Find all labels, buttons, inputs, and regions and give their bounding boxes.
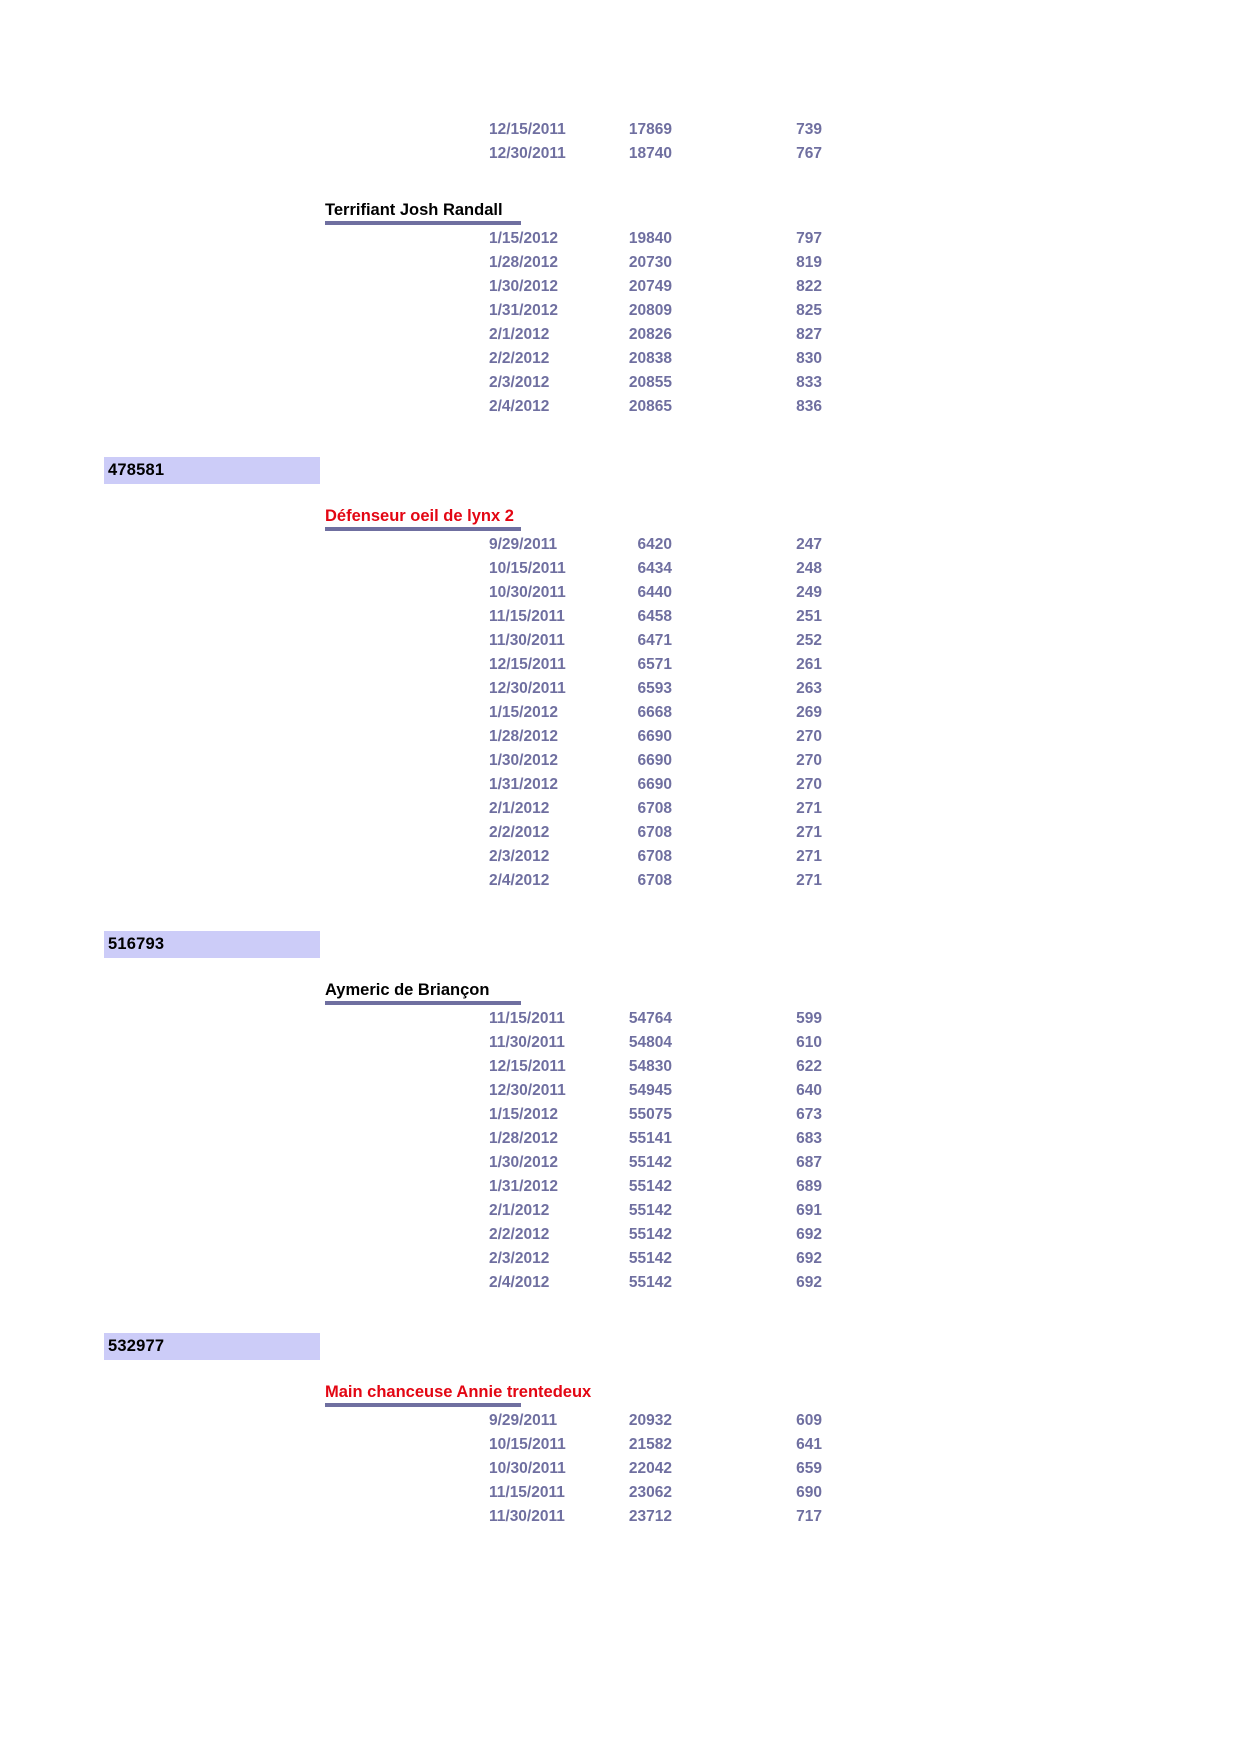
cell-quantity: 6708: [637, 824, 672, 841]
cell-date: 2/4/2012: [489, 1274, 550, 1291]
group-id-banner: [104, 1333, 320, 1360]
table-row: [0, 1127, 1241, 1151]
cell-quantity: 55142: [628, 1178, 672, 1195]
table-row: [0, 118, 1241, 142]
cell-date: 2/1/2012: [489, 800, 550, 817]
entity-heading: [325, 506, 521, 533]
cell-quantity: 6708: [637, 800, 672, 817]
cell-quantity: 6690: [637, 776, 672, 793]
cell-date: 9/29/2011: [489, 1412, 558, 1429]
cell-amount: 830: [796, 350, 822, 367]
cell-date: 11/15/2011: [489, 1484, 565, 1501]
cell-quantity: 20809: [628, 302, 672, 319]
cell-quantity: 55142: [628, 1226, 672, 1243]
entity-rows: [0, 1409, 1241, 1529]
table-row: [0, 725, 1241, 749]
entity-name: Terrifiant Josh Randall: [325, 201, 503, 219]
cell-amount: 690: [796, 1484, 822, 1501]
cell-amount: 640: [796, 1082, 822, 1099]
cell-amount: 247: [796, 536, 822, 553]
entity-underline-rule: [325, 1403, 521, 1407]
cell-date: 1/28/2012: [489, 254, 558, 271]
cell-date: 1/31/2012: [489, 1178, 558, 1195]
table-row: [0, 1505, 1241, 1529]
cell-amount: 836: [796, 398, 822, 415]
cell-amount: 249: [796, 584, 822, 601]
cell-quantity: 20865: [628, 398, 672, 415]
cell-amount: 739: [796, 121, 822, 138]
cell-amount: 252: [796, 632, 822, 649]
cell-date: 11/30/2011: [489, 1034, 565, 1051]
cell-date: 12/30/2011: [489, 1082, 566, 1099]
table-row: [0, 142, 1241, 166]
cell-amount: 261: [796, 656, 822, 673]
table-row: [0, 275, 1241, 299]
cell-date: 9/29/2011: [489, 536, 558, 553]
cell-date: 10/30/2011: [489, 1460, 566, 1477]
table-row: [0, 869, 1241, 893]
entity-underline-rule: [325, 527, 521, 531]
cell-quantity: 22042: [628, 1460, 672, 1477]
cell-date: 12/30/2011: [489, 680, 566, 697]
cell-amount: 827: [796, 326, 822, 343]
entity-block: [0, 980, 1241, 1295]
cell-amount: 271: [796, 872, 822, 889]
entity-name: Défenseur oeil de lynx 2: [325, 507, 514, 525]
cell-amount: 825: [796, 302, 822, 319]
table-row: [0, 533, 1241, 557]
cell-amount: 687: [796, 1154, 822, 1171]
cell-date: 11/15/2011: [489, 608, 565, 625]
cell-date: 1/28/2012: [489, 1130, 558, 1147]
cell-date: 10/30/2011: [489, 584, 566, 601]
entity-heading: [325, 980, 521, 1007]
entity-rows: [0, 533, 1241, 893]
cell-amount: 248: [796, 560, 822, 577]
cell-date: 1/15/2012: [489, 1106, 558, 1123]
cell-quantity: 55142: [628, 1274, 672, 1291]
entity-block: [0, 200, 1241, 419]
cell-date: 1/31/2012: [489, 302, 558, 319]
cell-date: 12/30/2011: [489, 145, 566, 162]
table-row: [0, 1079, 1241, 1103]
entity-heading: [325, 200, 521, 227]
entity-underline-rule: [325, 1001, 521, 1005]
group-block: [0, 1333, 1241, 1529]
group-id-label: 532977: [108, 1337, 165, 1356]
report-body: [0, 118, 1241, 1529]
table-row: [0, 1409, 1241, 1433]
cell-amount: 269: [796, 704, 822, 721]
cell-quantity: 55141: [628, 1130, 672, 1147]
cell-quantity: 20838: [628, 350, 672, 367]
cell-date: 1/30/2012: [489, 1154, 558, 1171]
cell-date: 12/15/2011: [489, 121, 566, 138]
cell-amount: 610: [796, 1034, 822, 1051]
cell-quantity: 54764: [628, 1010, 672, 1027]
cell-amount: 599: [796, 1010, 822, 1027]
cell-date: 10/15/2011: [489, 1436, 566, 1453]
cell-quantity: 54830: [628, 1058, 672, 1075]
cell-amount: 767: [796, 145, 822, 162]
cell-quantity: 54945: [628, 1082, 672, 1099]
cell-date: 12/15/2011: [489, 1058, 566, 1075]
entity-underline-rule: [325, 221, 521, 225]
cell-quantity: 55075: [628, 1106, 672, 1123]
table-row: [0, 323, 1241, 347]
table-row: [0, 677, 1241, 701]
table-row: [0, 1031, 1241, 1055]
table-row: [0, 557, 1241, 581]
table-row: [0, 1271, 1241, 1295]
cell-quantity: 6690: [637, 728, 672, 745]
cell-amount: 692: [796, 1226, 822, 1243]
spacer: [0, 1360, 1241, 1382]
table-row: [0, 797, 1241, 821]
table-row: [0, 347, 1241, 371]
table-row: [0, 1007, 1241, 1031]
cell-quantity: 55142: [628, 1250, 672, 1267]
cell-date: 1/31/2012: [489, 776, 558, 793]
entity-heading: [325, 1382, 591, 1409]
cell-date: 2/2/2012: [489, 350, 550, 367]
table-row: [0, 605, 1241, 629]
cell-amount: 659: [796, 1460, 822, 1477]
cell-date: 2/1/2012: [489, 326, 550, 343]
cell-quantity: 20855: [628, 374, 672, 391]
cell-quantity: 6434: [637, 560, 672, 577]
cell-date: 1/30/2012: [489, 752, 558, 769]
cell-amount: 683: [796, 1130, 822, 1147]
table-row: [0, 1175, 1241, 1199]
cell-date: 2/3/2012: [489, 848, 550, 865]
cell-amount: 833: [796, 374, 822, 391]
entity-rows: [0, 1007, 1241, 1295]
cell-date: 2/3/2012: [489, 374, 550, 391]
cell-amount: 263: [796, 680, 822, 697]
table-row: [0, 299, 1241, 323]
table-row: [0, 653, 1241, 677]
cell-quantity: 55142: [628, 1154, 672, 1171]
table-row: [0, 1151, 1241, 1175]
cell-amount: 689: [796, 1178, 822, 1195]
group-id-banner: [104, 457, 320, 484]
cell-quantity: 21582: [628, 1436, 672, 1453]
cell-amount: 270: [796, 752, 822, 769]
cell-quantity: 54804: [628, 1034, 672, 1051]
cell-date: 1/28/2012: [489, 728, 558, 745]
cell-amount: 797: [796, 230, 822, 247]
cell-amount: 673: [796, 1106, 822, 1123]
cell-quantity: 6593: [637, 680, 672, 697]
table-row: [0, 1247, 1241, 1271]
cell-amount: 271: [796, 800, 822, 817]
cell-amount: 270: [796, 776, 822, 793]
cell-date: 1/15/2012: [489, 230, 558, 247]
table-row: [0, 1223, 1241, 1247]
group-list: [0, 457, 1241, 1529]
entity-block: [0, 506, 1241, 893]
cell-quantity: 6440: [637, 584, 672, 601]
group-block: [0, 457, 1241, 931]
cell-date: 11/30/2011: [489, 1508, 565, 1525]
cell-quantity: 23712: [628, 1508, 672, 1525]
cell-quantity: 18740: [628, 145, 672, 162]
table-row: [0, 845, 1241, 869]
cell-quantity: 20749: [628, 278, 672, 295]
group-id-banner: [104, 931, 320, 958]
cell-amount: 271: [796, 848, 822, 865]
group-block: [0, 931, 1241, 1333]
cell-date: 2/4/2012: [489, 398, 550, 415]
cell-date: 2/4/2012: [489, 872, 550, 889]
cell-quantity: 55142: [628, 1202, 672, 1219]
entity-rows: [0, 227, 1241, 419]
group-id-label: 516793: [108, 935, 165, 954]
spacer: [0, 1295, 1241, 1333]
leading-rows-block: [0, 118, 1241, 166]
cell-date: 11/30/2011: [489, 632, 565, 649]
entity-block: [0, 200, 1241, 419]
cell-quantity: 6571: [637, 656, 672, 673]
cell-date: 12/15/2011: [489, 656, 566, 673]
cell-amount: 819: [796, 254, 822, 271]
table-row: [0, 1103, 1241, 1127]
entity-block: [0, 1382, 1241, 1529]
cell-quantity: 6420: [637, 536, 672, 553]
cell-amount: 622: [796, 1058, 822, 1075]
cell-date: 2/1/2012: [489, 1202, 550, 1219]
table-row: [0, 773, 1241, 797]
table-row: [0, 581, 1241, 605]
cell-amount: 692: [796, 1250, 822, 1267]
cell-date: 2/2/2012: [489, 824, 550, 841]
cell-date: 11/15/2011: [489, 1010, 565, 1027]
table-row: [0, 1055, 1241, 1079]
cell-quantity: 6708: [637, 872, 672, 889]
table-row: [0, 629, 1241, 653]
table-row: [0, 251, 1241, 275]
table-row: [0, 1433, 1241, 1457]
cell-quantity: 20826: [628, 326, 672, 343]
spacer: [0, 484, 1241, 506]
cell-amount: 270: [796, 728, 822, 745]
spacer: [0, 893, 1241, 931]
cell-quantity: 6471: [637, 632, 672, 649]
entity-name: Main chanceuse Annie trentedeux: [325, 1383, 592, 1401]
cell-quantity: 17869: [628, 121, 672, 138]
cell-amount: 822: [796, 278, 822, 295]
cell-quantity: 23062: [628, 1484, 672, 1501]
table-row: [0, 1481, 1241, 1505]
cell-quantity: 6708: [637, 848, 672, 865]
group-id-label: 478581: [108, 461, 165, 480]
cell-date: 1/30/2012: [489, 278, 558, 295]
cell-amount: 271: [796, 824, 822, 841]
table-row: [0, 371, 1241, 395]
table-row: [0, 1457, 1241, 1481]
cell-amount: 641: [796, 1436, 822, 1453]
cell-date: 2/2/2012: [489, 1226, 550, 1243]
cell-quantity: 6458: [637, 608, 672, 625]
cell-quantity: 19840: [628, 230, 672, 247]
table-row: [0, 821, 1241, 845]
table-row: [0, 749, 1241, 773]
cell-quantity: 20932: [628, 1412, 672, 1429]
cell-amount: 251: [796, 608, 822, 625]
spacer: [0, 166, 1241, 200]
cell-date: 10/15/2011: [489, 560, 566, 577]
table-row: [0, 1199, 1241, 1223]
cell-amount: 717: [796, 1508, 822, 1525]
table-row: [0, 701, 1241, 725]
spacer: [0, 958, 1241, 980]
spacer: [0, 419, 1241, 457]
cell-amount: 692: [796, 1274, 822, 1291]
table-row: [0, 227, 1241, 251]
cell-quantity: 6690: [637, 752, 672, 769]
table-row: [0, 395, 1241, 419]
cell-quantity: 20730: [628, 254, 672, 271]
cell-date: 2/3/2012: [489, 1250, 550, 1267]
cell-amount: 691: [796, 1202, 822, 1219]
cell-amount: 609: [796, 1412, 822, 1429]
cell-date: 1/15/2012: [489, 704, 558, 721]
entity-name: Aymeric de Briançon: [325, 981, 490, 999]
cell-quantity: 6668: [637, 704, 672, 721]
